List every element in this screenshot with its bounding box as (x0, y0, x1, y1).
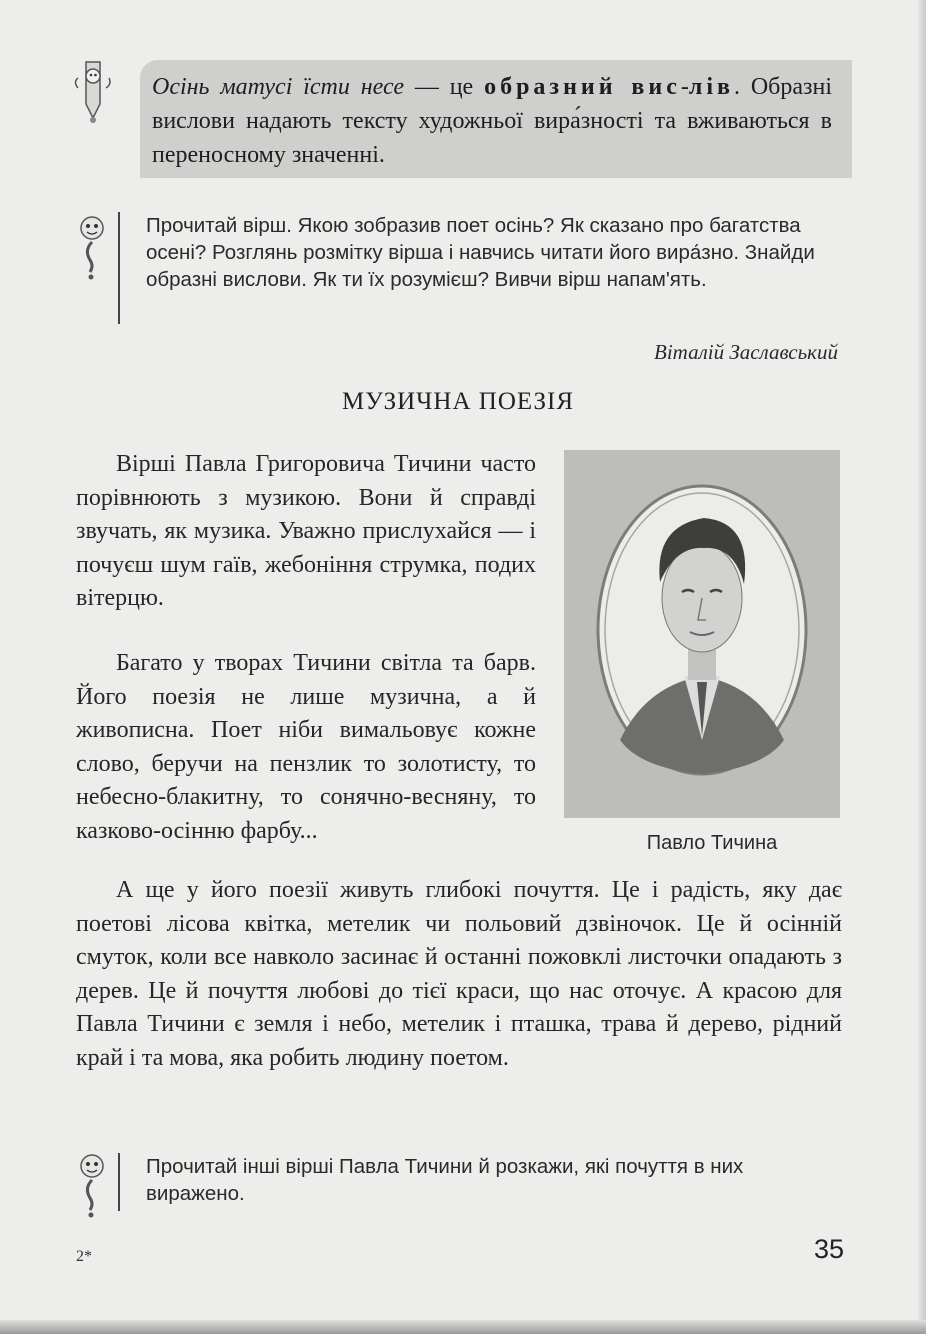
paragraph-1: Вірші Павла Григоровича Тичини часто порівнюють з музикою. Вони й справді звучать, як музика. Уважно прислухайся — і почуєш шум гаїв, жебоніння струмка, подих вітерцю. (76, 451, 536, 611)
text-title: МУЗИЧНА ПОЕЗІЯ (342, 388, 574, 415)
portrait-caption: Павло Тичина (646, 832, 778, 854)
page-edge (918, 0, 926, 1334)
rule-rest: . Образні вислови надають тексту художньої вира́зності та вживаються в переносному значенні. (152, 74, 833, 168)
rule-term-b: лів (688, 74, 734, 100)
page-number: 35 (813, 1234, 844, 1264)
rule-phrase: Осінь матусі їсти несе (152, 74, 404, 100)
rule-text: Осінь матусі їсти несе — це образний вис-лів. Образні вислови надають тексту художньої вира́зності та вживаються в переносному значенні. (152, 74, 833, 168)
question-mascot-icon (74, 1152, 114, 1218)
task-instructions-2: Прочитай інші вірші Павла Тичини й розкажи, які почуття в них виражено. (118, 1153, 836, 1211)
question-mascot-icon (74, 214, 114, 280)
rule-term-a: образний вис (484, 74, 681, 100)
sheet-mark: 2* (76, 1248, 92, 1265)
rule-dash: — це (403, 74, 485, 100)
pencil-mascot-icon (72, 58, 118, 124)
paragraph-3: А ще у його поезії живуть глибокі почуття. Це і радість, яку дає поетові лісова квітка, метелик чи польовий дзвіночок. Це й осінній смуток, коли все навколо засинає й останні пожовклі листочки опадають з дерев. Це й почуття любові до тієї краси, що нас оточує. А красою для Павла Тичини є земля і небо, метелик і пташка, трава й дерево, рідний край і та мова, яка робить людину поетом. (76, 877, 842, 1071)
portrait-image (564, 450, 840, 818)
page-bottom-edge (0, 1320, 926, 1334)
task-instructions: Прочитай вірш. Якою зобразив поет осінь? Як сказано про багатства осені? Розглянь розмітку вірша і навчись читати його вира́зно. Знайди образні вислови. Як ти їх розумієш? Вивчи вірш напам'ять. (118, 212, 836, 324)
poem-author: Віталій Заславський (654, 340, 838, 364)
portrait-illustration (564, 450, 840, 818)
paragraph-2: Багато у творах Тичини світла та барв. Його поезія не лише музична, а й живописна. Поет ніби вимальовує кожне слово, беручи на пензлик то золотисту, то небесно-блакитну, то сонячно-весняну, то казково-осінню фарбу... (76, 650, 536, 844)
